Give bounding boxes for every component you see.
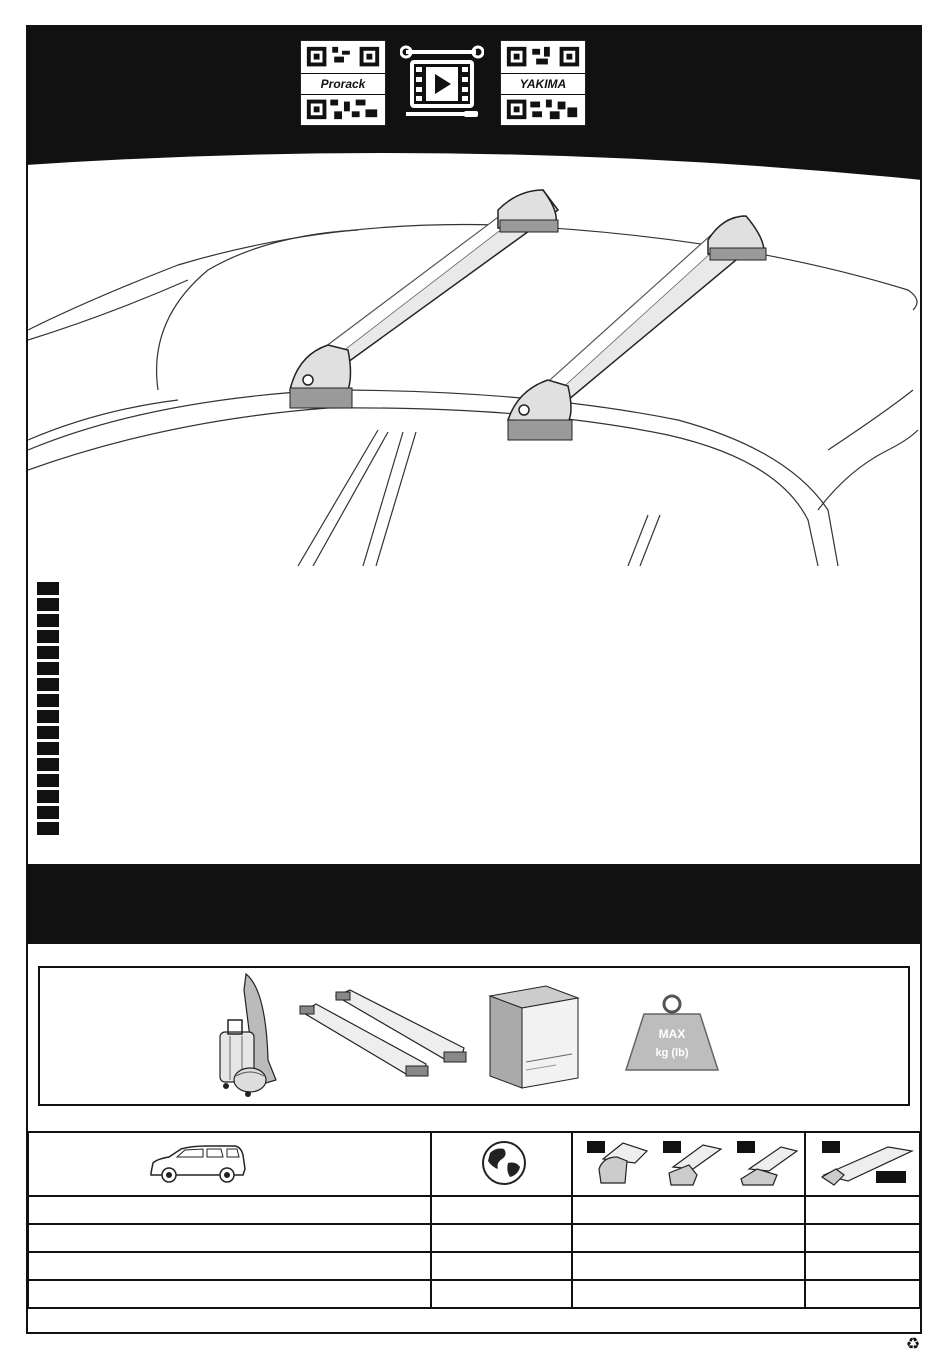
language-box bbox=[37, 646, 59, 659]
language-box bbox=[37, 582, 59, 595]
qr-code-yakima[interactable] bbox=[500, 40, 586, 126]
qr-code-prorack[interactable] bbox=[300, 40, 386, 126]
title-band bbox=[27, 864, 921, 944]
recycle-icon: ♻ bbox=[905, 1336, 921, 1353]
globe-icon bbox=[480, 1139, 528, 1187]
wing-bar-icon bbox=[818, 1141, 914, 1189]
foot-type-icons bbox=[573, 1133, 803, 1195]
table-row bbox=[28, 1224, 920, 1252]
package-contents-box bbox=[38, 966, 910, 1106]
flush-foot-icon bbox=[593, 1139, 649, 1189]
vehicle-fit-table bbox=[27, 1131, 921, 1309]
roof-bar-right bbox=[508, 216, 766, 440]
language-box bbox=[37, 694, 59, 707]
language-box bbox=[37, 678, 59, 691]
language-box bbox=[37, 822, 59, 835]
fitting-kit-box-icon bbox=[486, 982, 582, 1092]
language-box bbox=[37, 774, 59, 787]
luggage-icon bbox=[216, 970, 286, 1104]
vehicle-column-header bbox=[28, 1132, 431, 1196]
region-column-header bbox=[431, 1132, 572, 1196]
language-box bbox=[37, 726, 59, 739]
language-box bbox=[37, 630, 59, 643]
language-box bbox=[37, 614, 59, 627]
rail-foot-icon bbox=[663, 1139, 723, 1189]
language-list bbox=[37, 582, 61, 838]
footer-bar bbox=[27, 1311, 921, 1333]
table-row bbox=[28, 1280, 920, 1308]
qr-label-yakima: YAKIMA bbox=[501, 73, 585, 95]
video-instructions-icon[interactable] bbox=[400, 40, 484, 126]
table-row bbox=[28, 1196, 920, 1224]
language-box bbox=[37, 742, 59, 755]
roof-bars-icon bbox=[296, 988, 472, 1084]
max-weight-icon bbox=[622, 992, 722, 1076]
max-label: MAX bbox=[658, 1027, 686, 1041]
station-wagon-icon bbox=[147, 1143, 249, 1185]
roof-bar-left bbox=[290, 190, 558, 408]
fixpoint-foot-icon bbox=[737, 1139, 799, 1189]
language-box bbox=[37, 758, 59, 771]
kg-lb-label: kg (lb) bbox=[655, 1047, 689, 1059]
bar-type-column-header bbox=[805, 1132, 920, 1196]
foot-type-column-header bbox=[572, 1132, 804, 1196]
bar-type-icon bbox=[806, 1133, 919, 1195]
qr-label-prorack: Prorack bbox=[301, 73, 385, 95]
roof-bars-illustration bbox=[28, 150, 920, 566]
language-box bbox=[37, 806, 59, 819]
language-box bbox=[37, 598, 59, 611]
language-box bbox=[37, 662, 59, 675]
language-box bbox=[37, 790, 59, 803]
table-header-row bbox=[28, 1132, 920, 1196]
language-box bbox=[37, 710, 59, 723]
table-row bbox=[28, 1252, 920, 1280]
